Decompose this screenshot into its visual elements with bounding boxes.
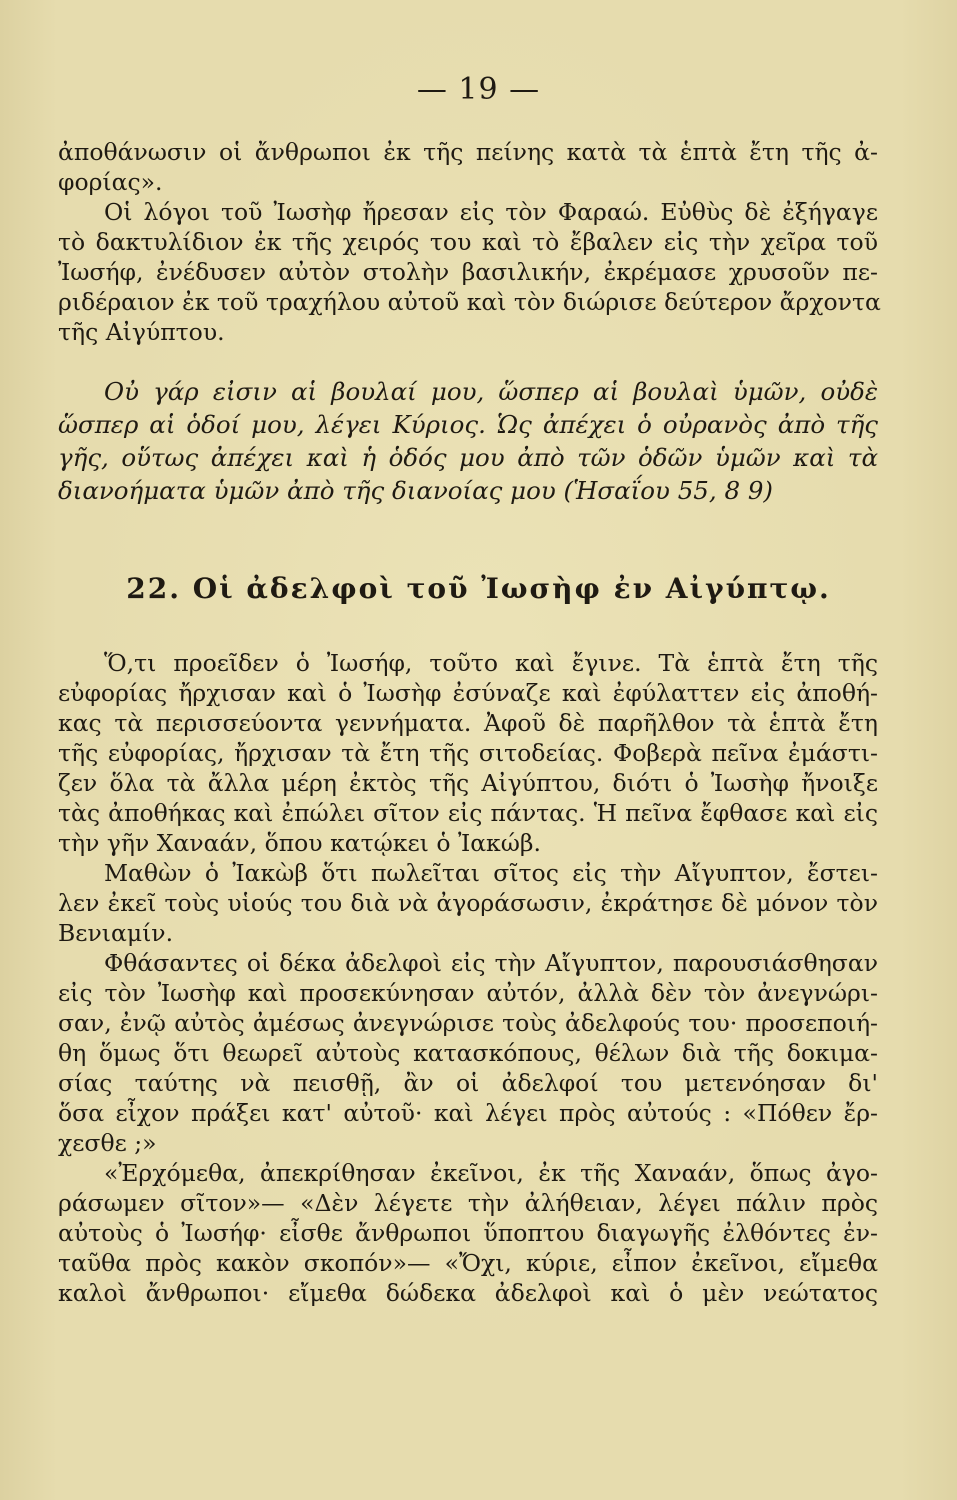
paragraph-block-1	[58, 137, 881, 347]
text-line: ζεν ὅλα τὰ ἄλλα μέρη ἐκτὸς τῆς Αἰγύπτου, διότι ὁ Ἰωσὴφ ἤνοιξε	[58, 769, 878, 797]
text-line: τὰς ἀποθήκας καὶ ἐπώλει σῖτον εἰς πάντας. Ἡ πεῖνα ἔφθασε καὶ εἰς	[58, 799, 878, 827]
text-line: εὐφορίας ἤρχισαν καὶ ὁ Ἰωσὴφ ἐσύναζε καὶ ἐφύλαττεν εἰς ἀποθή-	[58, 679, 878, 707]
text-line: χεσθε ;»	[58, 1129, 157, 1157]
text-line: Βενιαμίν.	[58, 919, 174, 947]
paragraph-block-2	[58, 648, 878, 1308]
text-line: Ὅ,τι προεῖδεν ὁ Ἰωσήφ, τοῦτο καὶ ἔγινε. Τὰ ἑπτὰ ἔτη τῆς	[104, 649, 878, 677]
text-line: λεν ἐκεῖ τοὺς υἱούς του διὰ νὰ ἀγοράσωσιν, ἐκράτησε δὲ μόνον τὸν	[58, 889, 878, 917]
text-line: σίας ταύτης νὰ πεισθῇ, ἂν οἱ ἀδελφοί του μετενόησαν δι'	[58, 1069, 878, 1097]
text-line: καλοὶ ἄνθρωποι· εἴμεθα δώδεκα ἀδελφοὶ καὶ ὁ μὲν νεώτατος	[58, 1279, 878, 1307]
text-line: Ἰωσήφ, ἐνέδυσεν αὐτὸν στολὴν βασιλικήν, ἐκρέμασε χρυσοῦν πε-	[58, 258, 878, 286]
scripture-quote	[58, 375, 878, 507]
quote-line: διανοήματα ὑμῶν ἀπὸ τῆς διανοίας μου (Ἡσαΐου 55, 8 9)	[58, 476, 773, 505]
text-line: ἀποθάνωσιν οἱ ἄνθρωποι ἐκ τῆς πείνης κατὰ τὰ ἑπτὰ ἔτη τῆς ἀ-	[58, 138, 878, 166]
text-line: ράσωμεν σῖτον»— «Δὲν λέγετε τὴν ἀλήθειαν, λέγει πάλιν πρὸς	[58, 1189, 878, 1217]
section-heading: 22. Οἱ ἀδελφοὶ τοῦ Ἰωσὴφ ἐν Αἰγύπτῳ.	[126, 572, 831, 605]
text-line: σαν, ἐνῷ αὐτὸς ἀμέσως ἀνεγνώρισε τοὺς ἀδελφούς του· προσεποιή-	[58, 1009, 878, 1037]
text-line: ριδέραιον ἐκ τοῦ τραχήλου αὐτοῦ καὶ τὸν διώρισε δεύτερον ἄρχοντα	[58, 288, 881, 316]
text-line: τὸ δακτυλίδιον ἐκ τῆς χειρός του καὶ τὸ ἔβαλεν εἰς τὴν χεῖρα τοῦ	[58, 228, 878, 256]
text-line: εἰς τὸν Ἰωσὴφ καὶ προσεκύνησαν αὐτόν, ἀλλὰ δὲν τὸν ἀνεγνώρι-	[58, 979, 878, 1007]
text-line: ταῦθα πρὸς κακὸν σκοπόν»— «Ὄχι, κύριε, εἶπον ἐκεῖνοι, εἴμεθα	[58, 1249, 878, 1277]
text-line: φορίας».	[58, 168, 163, 196]
text-line: Οἱ λόγοι τοῦ Ἰωσὴφ ἤρεσαν εἰς τὸν Φαραώ. Εὐθὺς δὲ ἐξήγαγε	[104, 198, 878, 226]
quote-line: Οὐ γάρ εἰσιν αἱ βουλαί μου, ὥσπερ αἱ βουλαὶ ὑμῶν, οὐδὲ	[104, 377, 878, 406]
text-line: Φθάσαντες οἱ δέκα ἀδελφοὶ εἰς τὴν Αἴγυπτον, παρουσιάσθησαν	[104, 949, 878, 977]
text-line: Μαθὼν ὁ Ἰακὼβ ὅτι πωλεῖται σῖτος εἰς τὴν Αἴγυπτον, ἔστει-	[104, 859, 878, 887]
text-line: «Ἐρχόμεθα, ἀπεκρίθησαν ἐκεῖνοι, ἐκ τῆς Χαναάν, ὅπως ἀγο-	[104, 1159, 878, 1187]
quote-line: ὥσπερ αἱ ὁδοί μου, λέγει Κύριος. Ὡς ἀπέχει ὁ οὐρανὸς ἀπὸ τῆς	[58, 410, 878, 439]
text-line: αὐτοὺς ὁ Ἰωσήφ· εἶσθε ἄνθρωποι ὕποπτου διαγωγῆς ἐλθόντες ἐν-	[58, 1219, 878, 1247]
text-line: ὅσα εἶχον πράξει κατ' αὐτοῦ· καὶ λέγει πρὸς αὐτούς : «Πόθεν ἔρ-	[58, 1099, 878, 1127]
text-line: τῆς Αἰγύπτου.	[58, 318, 225, 346]
page-number: — 19 —	[416, 72, 541, 107]
text-line: θη ὅμως ὅτι θεωρεῖ αὐτοὺς κατασκόπους, θέλων διὰ τῆς δοκιμα-	[58, 1039, 878, 1067]
quote-line: γῆς, οὕτως ἀπέχει καὶ ἡ ὁδός μου ἀπὸ τῶν ὁδῶν ὑμῶν καὶ τὰ	[58, 443, 878, 472]
text-line: κας τὰ περισσεύοντα γεννήματα. Ἀφοῦ δὲ παρῆλθον τὰ ἑπτὰ ἔτη	[58, 709, 878, 737]
text-line: τῆς εὐφορίας, ἤρχισαν τὰ ἔτη τῆς σιτοδείας. Φοβερὰ πεῖνα ἐμάστι-	[58, 739, 878, 767]
text-line: τὴν γῆν Χαναάν, ὅπου κατῴκει ὁ Ἰακώβ.	[58, 829, 541, 857]
